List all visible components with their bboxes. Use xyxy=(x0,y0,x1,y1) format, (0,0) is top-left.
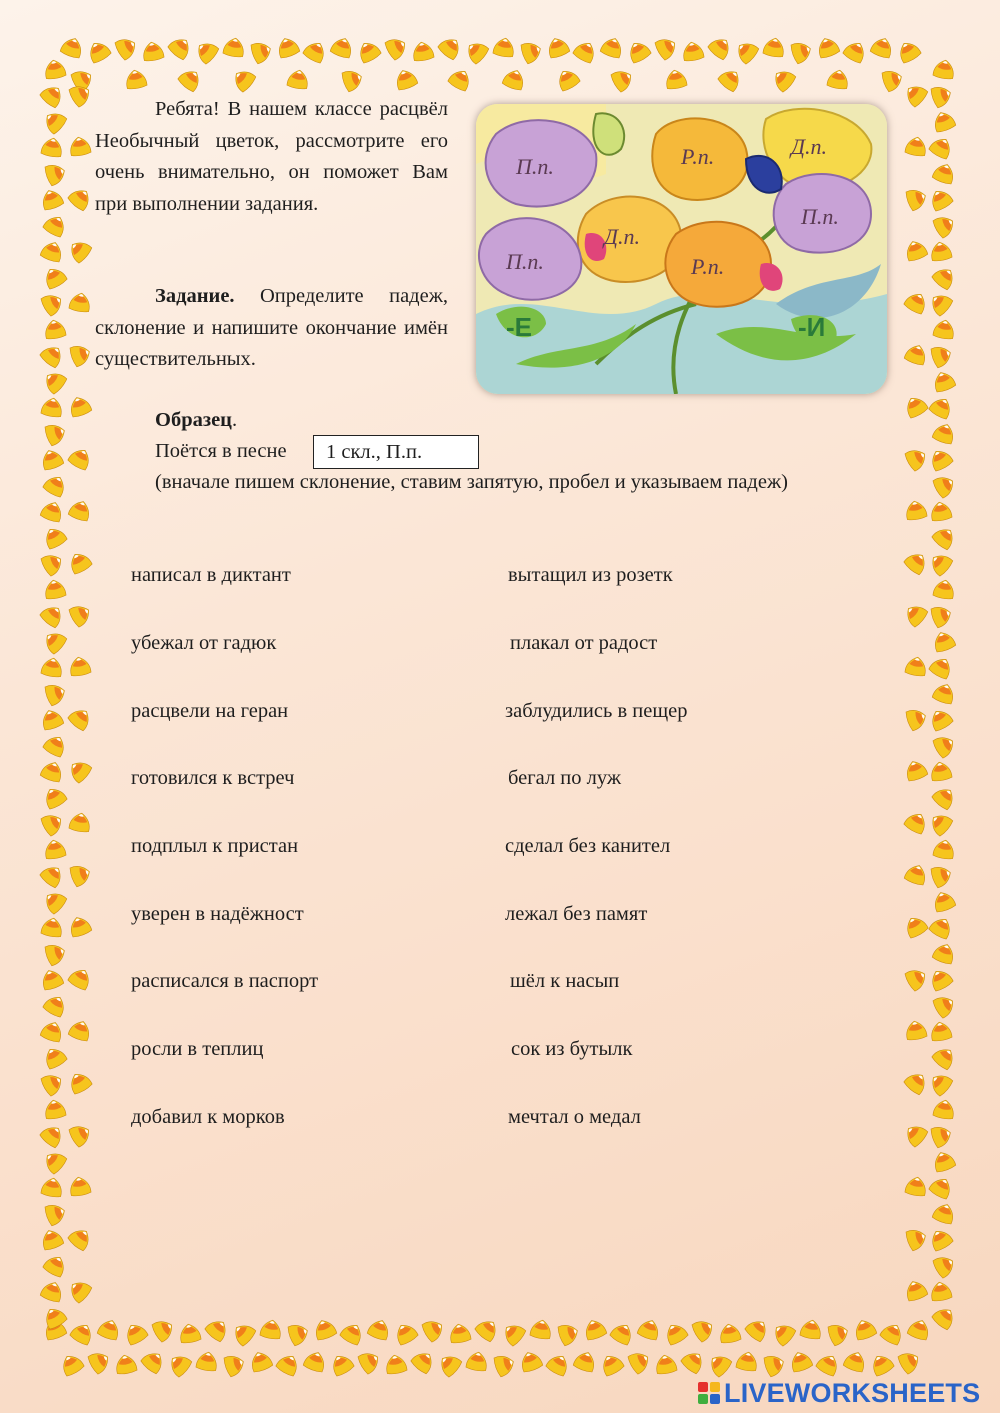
candy-corn-icon xyxy=(927,1070,954,1097)
candy-corn-icon xyxy=(930,343,954,368)
candy-corn-icon xyxy=(933,838,956,860)
candy-corn-icon xyxy=(932,681,957,705)
candy-corn-icon xyxy=(68,1175,91,1197)
candy-corn-icon xyxy=(902,393,929,419)
candy-corn-icon xyxy=(44,421,68,446)
candy-corn-icon xyxy=(393,67,418,91)
candy-corn-icon xyxy=(466,1350,489,1372)
flower-label: П.п. xyxy=(506,249,544,274)
flower-illustration xyxy=(476,104,887,394)
candy-corn-icon xyxy=(339,1320,366,1346)
candy-corn-icon xyxy=(625,38,652,64)
candy-corn-icon xyxy=(39,1227,64,1251)
candy-corn-icon xyxy=(69,342,93,367)
candy-corn-icon xyxy=(907,1317,932,1341)
task-label: Задание. xyxy=(155,285,235,307)
candy-corn-icon xyxy=(312,1317,337,1341)
candy-corn-icon xyxy=(250,39,274,64)
candy-corn-icon xyxy=(275,35,300,59)
candy-corn-icon xyxy=(114,34,140,61)
candy-corn-icon xyxy=(744,1316,771,1343)
candy-corn-icon xyxy=(691,1316,717,1343)
candy-corn-icon xyxy=(248,1349,273,1373)
candy-corn-icon xyxy=(931,1149,956,1173)
candy-corn-icon xyxy=(167,34,194,61)
flower-picture xyxy=(476,104,887,394)
candy-corn-icon xyxy=(879,1320,906,1346)
candy-corn-icon xyxy=(41,784,68,810)
candy-corn-icon xyxy=(41,628,68,655)
candy-corn-icon xyxy=(815,35,840,59)
candy-corn-icon xyxy=(707,34,734,61)
candy-corn-icon xyxy=(654,34,680,61)
candy-corn-icon xyxy=(904,499,927,521)
candy-corn-icon xyxy=(904,862,929,886)
candy-corn-icon xyxy=(927,186,954,212)
candy-corn-icon xyxy=(932,161,957,185)
candy-corn-icon xyxy=(41,916,64,938)
candy-corn-icon xyxy=(600,35,625,59)
candy-corn-icon xyxy=(43,838,66,860)
flower-label: Д.п. xyxy=(604,224,640,249)
candy-corn-icon xyxy=(763,1352,787,1377)
candy-corn-icon xyxy=(58,1351,85,1377)
exercise-right-item: лежал без памят xyxy=(505,903,648,925)
candy-corn-icon xyxy=(44,1201,68,1226)
candy-corn-icon xyxy=(68,601,94,628)
candy-corn-icon xyxy=(367,1317,392,1341)
candy-corn-icon xyxy=(637,1317,662,1341)
candy-corn-icon xyxy=(902,81,929,108)
candy-corn-icon xyxy=(39,447,64,471)
candy-corn-icon xyxy=(39,1122,66,1149)
candy-corn-icon xyxy=(66,237,93,264)
ending-label: -Е xyxy=(506,312,532,342)
candy-corn-icon xyxy=(868,1351,895,1377)
candy-corn-icon xyxy=(929,1280,952,1302)
candy-corn-icon xyxy=(437,34,464,61)
candy-corn-icon xyxy=(680,1348,707,1375)
candy-corn-icon xyxy=(905,1226,929,1251)
candy-corn-icon xyxy=(827,1321,851,1346)
candy-corn-icon xyxy=(790,39,814,64)
candy-corn-icon xyxy=(448,1322,471,1344)
candy-corn-icon xyxy=(572,38,599,64)
flower-label: П.п. xyxy=(801,204,839,229)
candy-corn-icon xyxy=(933,1098,956,1120)
flower-label: Д.п. xyxy=(791,134,827,159)
candy-corn-icon xyxy=(384,1353,407,1375)
candy-corn-icon xyxy=(41,656,64,678)
candy-corn-icon xyxy=(554,66,581,92)
candy-corn-icon xyxy=(43,58,66,80)
candy-corn-icon xyxy=(815,1351,842,1377)
candy-corn-icon xyxy=(932,472,958,499)
candy-corn-icon xyxy=(610,66,636,93)
candy-corn-icon xyxy=(931,524,958,551)
candy-corn-icon xyxy=(933,318,956,340)
candy-corn-icon xyxy=(41,888,68,915)
candy-corn-icon xyxy=(931,784,958,811)
candy-corn-icon xyxy=(41,368,68,395)
candy-corn-icon xyxy=(843,1349,868,1373)
flower-label: Р.п. xyxy=(681,144,715,169)
candy-corn-icon xyxy=(929,760,952,782)
candy-corn-icon xyxy=(852,1317,877,1341)
candy-corn-icon xyxy=(204,1316,231,1343)
candy-corn-icon xyxy=(928,134,955,160)
candy-corn-icon xyxy=(582,1317,607,1341)
candy-corn-icon xyxy=(67,394,92,418)
candy-corn-icon xyxy=(40,550,66,577)
candy-corn-icon xyxy=(41,396,64,418)
candy-corn-icon xyxy=(706,1351,733,1378)
candy-corn-icon xyxy=(927,706,954,732)
sample-phrase: Поётся в песне xyxy=(155,440,287,462)
candy-corn-icon xyxy=(573,1349,598,1373)
candy-corn-icon xyxy=(41,1044,68,1070)
candy-corn-icon xyxy=(733,38,760,65)
candy-corn-icon xyxy=(474,1316,501,1343)
candy-corn-icon xyxy=(763,36,786,58)
candy-corn-icon xyxy=(69,291,92,313)
candy-corn-icon xyxy=(330,35,355,59)
candy-corn-icon xyxy=(717,66,744,93)
task-text: Определите падеж, склонение и напишите окончание имён существительных. xyxy=(95,285,448,370)
candy-corn-icon xyxy=(500,1320,527,1347)
candy-corn-icon xyxy=(302,38,329,64)
candy-corn-icon xyxy=(545,1351,572,1377)
candy-corn-icon xyxy=(928,654,955,680)
exercise-left-item: подплыл к пристан xyxy=(131,835,299,857)
candy-corn-icon xyxy=(67,914,92,938)
exercise-right-item: мечтал о медал xyxy=(508,1106,641,1128)
flower-label: Р.п. xyxy=(691,254,725,279)
candy-corn-icon xyxy=(545,35,570,59)
exercise-left-item: расцвели на геран xyxy=(131,700,289,722)
candy-corn-icon xyxy=(421,1316,447,1343)
candy-corn-icon xyxy=(41,136,64,158)
candy-corn-icon xyxy=(39,82,66,109)
candy-corn-icon xyxy=(931,889,956,913)
candy-corn-icon xyxy=(881,67,905,92)
candy-corn-icon xyxy=(931,1044,958,1071)
exercise-left-item: расписался в паспорт xyxy=(131,970,319,992)
flower-label: П.п. xyxy=(516,154,554,179)
candy-corn-icon xyxy=(40,290,66,317)
candy-corn-icon xyxy=(43,578,66,600)
candy-corn-icon xyxy=(928,914,955,940)
task-paragraph xyxy=(95,281,448,376)
candy-corn-icon xyxy=(927,810,954,837)
candy-corn-icon xyxy=(303,1349,328,1373)
candy-corn-icon xyxy=(932,421,957,445)
candy-corn-icon xyxy=(287,68,310,90)
candy-corn-icon xyxy=(770,66,797,93)
candy-corn-icon xyxy=(927,290,954,317)
candy-corn-icon xyxy=(42,212,69,238)
candy-corn-icon xyxy=(904,342,929,366)
candy-corn-icon xyxy=(902,1121,929,1148)
candy-corn-icon xyxy=(903,1069,930,1096)
candy-corn-icon xyxy=(66,1069,93,1095)
candy-corn-icon xyxy=(530,1318,553,1340)
candy-corn-icon xyxy=(927,1226,954,1252)
candy-corn-icon xyxy=(85,38,112,64)
candy-corn-icon xyxy=(67,445,94,471)
candy-corn-icon xyxy=(66,1277,93,1304)
candy-corn-icon xyxy=(124,68,147,90)
candy-corn-icon xyxy=(903,238,928,262)
candy-corn-icon xyxy=(905,1175,928,1197)
candy-corn-icon xyxy=(223,36,246,58)
candy-corn-icon xyxy=(39,187,64,211)
candy-corn-icon xyxy=(151,1316,177,1343)
candy-corn-icon xyxy=(903,758,928,782)
candy-corn-icon xyxy=(114,1353,137,1375)
candy-corn-icon xyxy=(736,1350,759,1372)
candy-corn-icon xyxy=(928,1174,955,1200)
candy-corn-icon xyxy=(518,1349,543,1373)
candy-corn-icon xyxy=(178,1322,201,1344)
candy-corn-icon xyxy=(392,1320,419,1346)
candy-corn-icon xyxy=(904,965,930,992)
candy-corn-icon xyxy=(60,35,85,59)
candy-corn-icon xyxy=(40,810,66,837)
sample-heading: Образец. xyxy=(155,409,238,431)
candy-corn-icon xyxy=(39,862,66,889)
candy-corn-icon xyxy=(903,289,930,315)
candy-corn-icon xyxy=(196,1350,219,1372)
candy-corn-icon xyxy=(67,1225,94,1252)
candy-corn-icon xyxy=(275,1351,302,1377)
candy-corn-icon xyxy=(41,524,68,550)
candy-corn-icon xyxy=(929,1020,952,1042)
candy-corn-icon xyxy=(654,1353,677,1375)
candy-corn-icon xyxy=(40,1070,66,1097)
candy-corn-icon xyxy=(193,38,220,65)
candy-corn-icon xyxy=(384,34,410,61)
candy-corn-icon xyxy=(230,66,257,93)
exercise-left-item: убежал от гадюк xyxy=(131,632,277,654)
candy-corn-icon xyxy=(904,445,930,472)
sample-answer-box: 1 скл., П.п. xyxy=(313,435,479,469)
candy-corn-icon xyxy=(463,38,490,65)
candy-corn-icon xyxy=(68,135,91,157)
candy-corn-icon xyxy=(43,1098,66,1120)
candy-corn-icon xyxy=(800,1318,823,1340)
exercise-left-item: готовился к встреч xyxy=(131,767,295,789)
candy-corn-icon xyxy=(410,1348,437,1375)
candy-corn-icon xyxy=(903,809,930,835)
candy-corn-icon xyxy=(41,1176,64,1198)
candy-corn-icon xyxy=(39,967,64,991)
candy-corn-icon xyxy=(493,36,516,58)
candy-corn-icon xyxy=(41,1148,68,1175)
candy-corn-icon xyxy=(87,1348,113,1375)
candy-corn-icon xyxy=(67,965,94,991)
candy-corn-icon xyxy=(39,707,64,731)
candy-corn-icon xyxy=(520,39,544,64)
candy-corn-icon xyxy=(933,58,956,80)
candy-corn-icon xyxy=(223,1352,247,1377)
candy-corn-icon xyxy=(436,1351,463,1378)
exercise-left-item: написал в диктант xyxy=(131,564,291,586)
candy-corn-icon xyxy=(411,40,434,62)
candy-corn-icon xyxy=(97,1317,122,1341)
candy-corn-icon xyxy=(902,601,929,628)
candy-corn-icon xyxy=(930,863,954,888)
candy-corn-icon xyxy=(341,67,365,92)
candy-corn-icon xyxy=(662,1320,689,1346)
candy-corn-icon xyxy=(905,655,928,677)
candy-corn-icon xyxy=(40,759,65,783)
candy-corn-icon xyxy=(557,1321,581,1346)
candy-corn-icon xyxy=(927,446,954,472)
candy-corn-icon xyxy=(66,757,93,784)
exercise-left-item: уверен в надёжност xyxy=(131,903,304,925)
candy-corn-icon xyxy=(931,1304,958,1331)
candy-corn-icon xyxy=(355,38,382,64)
candy-corn-icon xyxy=(770,1320,797,1347)
candy-corn-icon xyxy=(69,811,92,833)
exercise-right-item: шёл к насып xyxy=(510,970,620,992)
exercise-right-item: сок из бутылк xyxy=(511,1038,633,1060)
candy-corn-icon xyxy=(929,500,952,522)
exercise-right-item: плакал от радост xyxy=(510,632,658,654)
liveworksheets-logo xyxy=(698,1378,980,1408)
candy-corn-icon xyxy=(39,342,66,369)
candy-corn-icon xyxy=(681,40,704,62)
candy-corn-icon xyxy=(931,369,956,393)
candy-corn-icon xyxy=(166,1351,193,1378)
candy-corn-icon xyxy=(447,66,474,92)
candy-corn-icon xyxy=(895,38,922,64)
candy-corn-icon xyxy=(41,1304,68,1330)
candy-corn-icon xyxy=(68,1121,94,1148)
candy-corn-icon xyxy=(932,732,958,759)
candy-corn-icon xyxy=(905,706,929,731)
candy-corn-icon xyxy=(927,550,954,577)
candy-corn-icon xyxy=(68,498,93,522)
candy-corn-icon xyxy=(827,68,850,90)
candy-corn-icon xyxy=(42,472,69,498)
candy-corn-icon xyxy=(44,681,68,706)
ending-label: -И xyxy=(798,312,826,342)
exercise-left-item: росли в теплиц xyxy=(131,1038,264,1060)
exercise-right-item: бегал по луж xyxy=(508,767,622,789)
candy-corn-icon xyxy=(932,992,958,1019)
exercise-right-item: заблудились в пещер xyxy=(505,700,688,722)
candy-corn-icon xyxy=(933,578,956,600)
candy-corn-icon xyxy=(930,1123,954,1148)
candy-corn-icon xyxy=(328,1351,355,1377)
candy-corn-icon xyxy=(905,135,928,157)
candy-corn-icon xyxy=(69,862,93,887)
candy-corn-icon xyxy=(67,185,94,212)
candy-corn-icon xyxy=(42,992,69,1018)
candy-corn-icon xyxy=(40,239,65,263)
candy-corn-icon xyxy=(903,1278,928,1302)
exercise-right-item: вытащил из розетк xyxy=(508,564,673,586)
candy-corn-icon xyxy=(40,1279,65,1303)
candy-corn-icon xyxy=(140,1348,167,1375)
candy-corn-icon xyxy=(932,941,957,965)
candy-corn-icon xyxy=(931,264,958,291)
candy-corn-icon xyxy=(357,1348,383,1375)
candy-corn-icon xyxy=(932,1201,957,1225)
candy-corn-icon xyxy=(43,318,66,340)
sample-note: (вначале пишем склонение, ставим запятую, пробел и указываем падеж) xyxy=(155,471,788,493)
candy-corn-icon xyxy=(902,913,929,939)
candy-corn-icon xyxy=(928,394,955,420)
candy-corn-icon xyxy=(42,1252,69,1278)
candy-corn-icon xyxy=(718,1322,741,1344)
candy-corn-icon xyxy=(68,655,91,677)
candy-corn-icon xyxy=(905,186,929,211)
candy-corn-icon xyxy=(842,38,869,64)
candy-corn-icon xyxy=(141,40,164,62)
exercise-left-item: добавил к морков xyxy=(131,1106,285,1128)
candy-corn-icon xyxy=(44,941,68,966)
candy-corn-icon xyxy=(68,1018,93,1042)
logo-text: LIVEWORKSHEETS xyxy=(724,1377,981,1408)
candy-corn-icon xyxy=(931,109,956,133)
candy-corn-icon xyxy=(493,1352,517,1377)
candy-corn-icon xyxy=(929,240,952,262)
logo-mark-icon xyxy=(698,1382,720,1404)
candy-corn-icon xyxy=(40,499,65,523)
candy-corn-icon xyxy=(904,1019,927,1041)
intro-paragraph: Ребята! В нашем классе расцвёл Необычный цветок, рассмотрите его очень внимательно, он поможет Вам при выполнении задания. xyxy=(95,98,448,215)
candy-corn-icon xyxy=(41,264,68,290)
candy-corn-icon xyxy=(44,161,68,186)
candy-corn-icon xyxy=(930,603,954,628)
candy-corn-icon xyxy=(598,1351,625,1377)
candy-corn-icon xyxy=(66,549,93,575)
candy-corn-icon xyxy=(927,966,954,992)
candy-corn-icon xyxy=(502,67,527,91)
candy-corn-icon xyxy=(67,705,94,732)
candy-corn-icon xyxy=(903,549,930,576)
candy-corn-icon xyxy=(609,1320,636,1346)
candy-corn-icon xyxy=(39,602,66,629)
exercise-right-item: сделал без канител xyxy=(505,835,671,857)
candy-corn-icon xyxy=(788,1349,813,1373)
candy-corn-icon xyxy=(930,83,954,108)
candy-corn-icon xyxy=(41,108,68,135)
candy-corn-icon xyxy=(40,1019,65,1043)
candy-corn-icon xyxy=(260,1318,283,1340)
candy-corn-icon xyxy=(897,1348,923,1375)
candy-corn-icon xyxy=(932,212,958,239)
candy-corn-icon xyxy=(870,35,895,59)
sample-label: Образец xyxy=(155,409,232,431)
candy-corn-icon xyxy=(627,1348,653,1375)
candy-corn-icon xyxy=(932,1252,958,1279)
candy-corn-icon xyxy=(664,68,687,90)
candy-corn-icon xyxy=(931,629,956,653)
candy-corn-icon xyxy=(177,66,204,93)
candy-corn-icon xyxy=(42,732,69,758)
candy-corn-icon xyxy=(230,1320,257,1347)
candy-corn-icon xyxy=(287,1321,311,1346)
candy-corn-icon xyxy=(69,1320,96,1346)
candy-corn-icon xyxy=(122,1320,149,1346)
